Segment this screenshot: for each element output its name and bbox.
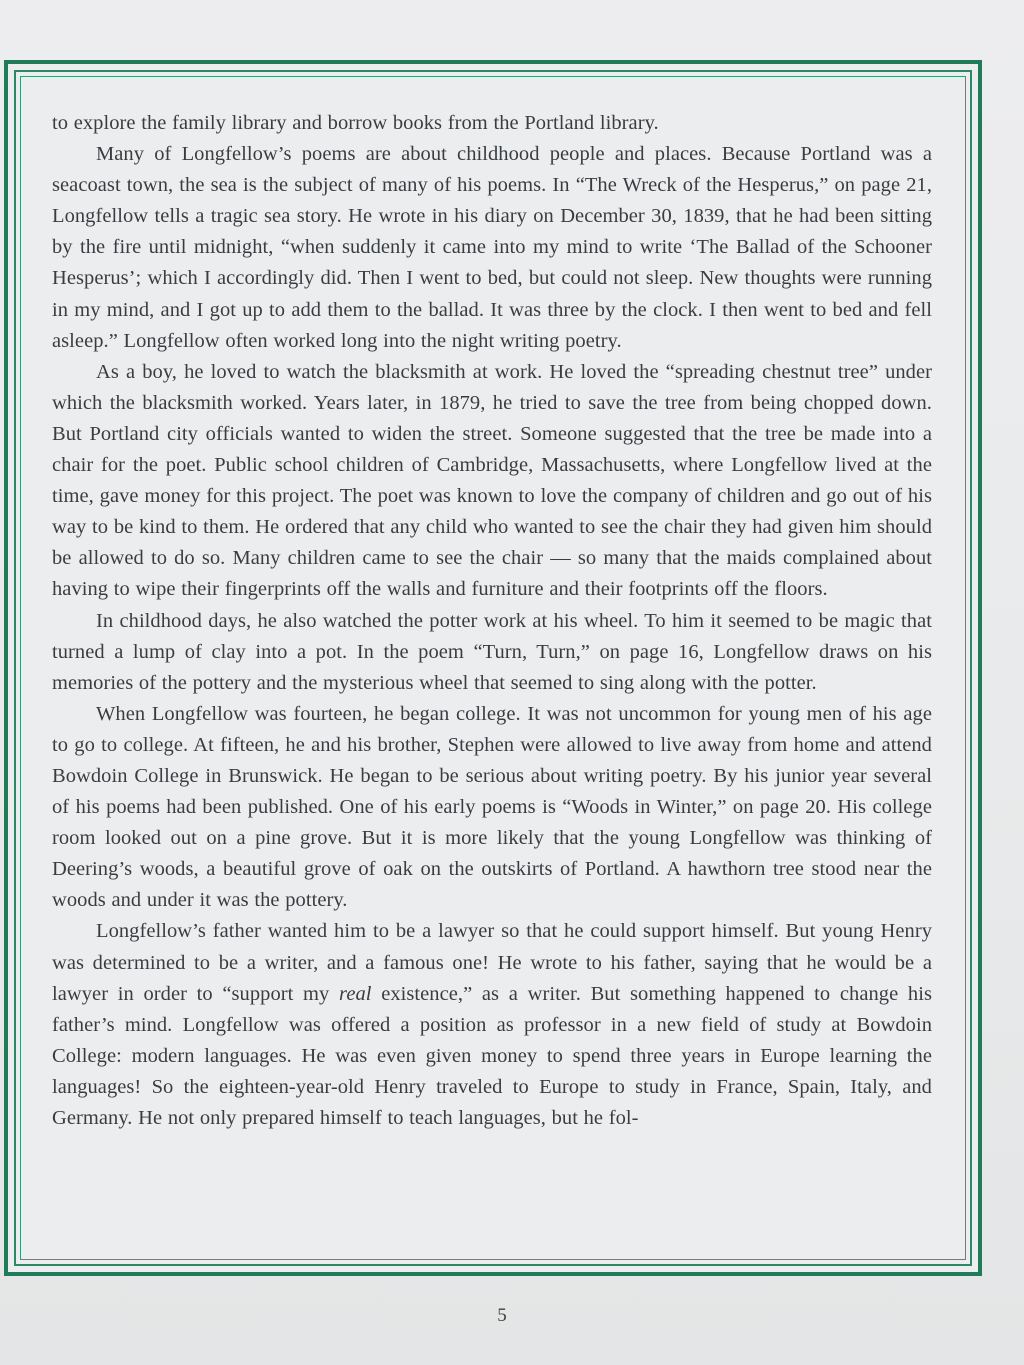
paragraph-career-text-before: Longfellow’s father wanted him to be a lawyer so that he could support himself. But young Henry was determined to be a writer, and a famous one! He wrote to his father, saying that he would be a lawyer in order to “support my bbox=[52, 920, 932, 1005]
paragraph-childhood-poems: Many of Longfellow’s poems are about childhood people and places. Because Portland was a seacoast town, the sea is the subject of many of his poems. In “The Wreck of the Hesperus,” on page 21, Longfellow tells a tragic sea story. He wrote in his diary on December 30, 1839, that he had been sitting by the fire until midnight, “when suddenly it came into my mind to write ‘The Ballad of the Schooner Hesperus’; which I accordingly did. Then I went to bed, but could not sleep. New thoughts were running in my mind, and I got up to add them to the ballad. It was three by the clock. I then went to bed and fell asleep.” Longfellow often worked long into the night writing poetry. bbox=[52, 143, 932, 352]
paragraph-blacksmith: As a boy, he loved to watch the blacksmith at work. He loved the “spreading chestnut tree” under which the blacksmith worked. Years later, in 1879, he tried to save the tree from being chopped down. But Portland city officials wanted to widen the street. Someone suggested that the tree be made into a chair for the poet. Public school children of Cambridge, Massachusetts, where Longfellow lived at the time, gave money for this project. The poet was known to love the company of children and go out of his way to be kind to them. He ordered that any child who wanted to see the chair they had given him should be allowed to do so. Many children came to see the chair — so many that the maids complained about having to wipe their fingerprints off the walls and furniture and their footprints off the floors. bbox=[52, 360, 932, 601]
paragraph-potter: In childhood days, he also watched the potter work at his wheel. To him it seemed to be magic that turned a lump of clay into a pot. In the poem “Turn, Turn,” on page 16, Longfellow draws on his memories of the pottery and the mysterious wheel that seemed to sing along with the potter. bbox=[52, 609, 932, 694]
body-text bbox=[52, 108, 932, 1134]
paragraph-career bbox=[52, 916, 932, 1134]
page-number: 5 bbox=[497, 1305, 507, 1326]
paragraph-career-text-after: existence,” as a writer. But something happened to change his father’s mind. Longfellow was offered a position as professor in a new field of study at Bowdoin College: modern languages. He was even given money to spend three years in Europe learning the languages! So the eighteen-year-old Henry traveled to Europe to study in France, Spain, Italy, and Germany. He not only prepared himself to teach languages, but he fol- bbox=[52, 982, 933, 1129]
paragraph-college: When Longfellow was fourteen, he began college. It was not uncommon for young men of his age to go to college. At fifteen, he and his brother, Stephen were allowed to live away from home and attend Bowdoin College in Brunswick. He began to be serious about writing poetry. By his junior year several of his poems had been published. One of his early poems is “Woods in Winter,” on page 20. His college room looked out on a pine grove. But it is more likely that the young Longfellow was thinking of Deering’s woods, a beautiful grove of oak on the outskirts of Portland. A hawthorn tree stood near the woods and under it was the pottery. bbox=[52, 702, 932, 912]
paragraph-career-emphasis: real bbox=[339, 982, 372, 1005]
paragraph-continuation: to explore the family library and borrow books from the Portland library. bbox=[52, 112, 659, 134]
